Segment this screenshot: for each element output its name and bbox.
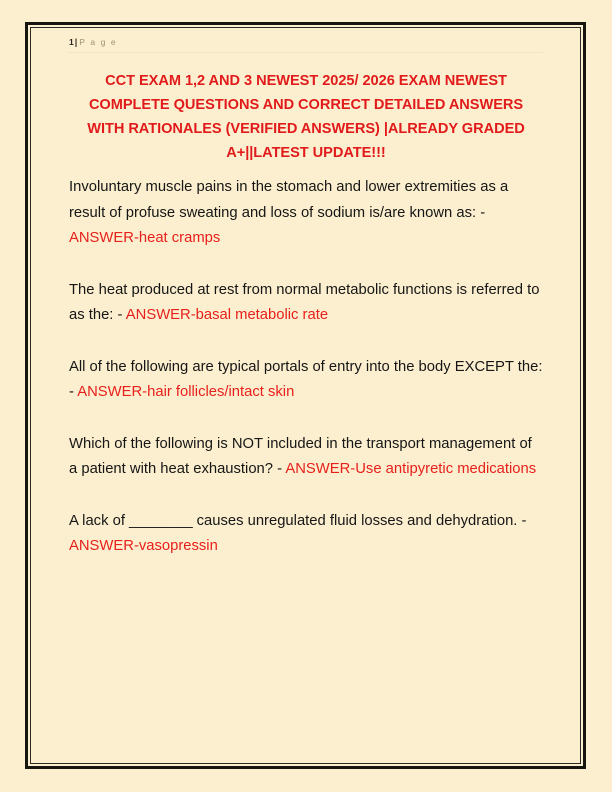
answer-text-3: ANSWER-hair follicles/intact skin xyxy=(77,384,295,400)
question-text-5-suffix: causes unregulated fluid losses and dehydration. - xyxy=(192,512,527,529)
header-page-number: 1 xyxy=(69,37,74,47)
question-blank-5: ________ xyxy=(129,512,193,529)
qa-item-2 xyxy=(69,278,543,329)
qa-item-5 xyxy=(69,509,543,560)
answer-text-5: ANSWER-vasopressin xyxy=(69,538,218,554)
answer-text-4: ANSWER-Use antipyretic medications xyxy=(285,461,537,477)
question-text-2: The heat produced at rest from normal metabolic functions is referred to as the: - xyxy=(69,281,540,323)
answer-text-1: ANSWER-heat cramps xyxy=(69,230,221,246)
page-running-header xyxy=(69,36,543,53)
question-text-5-prefix: A lack of xyxy=(69,512,130,529)
header-page-word: P a g e xyxy=(79,37,118,47)
question-text-3: All of the following are typical portals of entry into the body EXCEPT the: - xyxy=(69,358,543,400)
header-separator: | xyxy=(74,37,78,47)
header-divider xyxy=(69,52,543,53)
question-text-4: Which of the following is NOT included in the transport management of a patient with heat exhaustion? - xyxy=(69,435,532,477)
document-body xyxy=(69,69,543,560)
header-page-label xyxy=(69,36,543,48)
answer-text-2: ANSWER-basal metabolic rate xyxy=(125,307,329,323)
qa-item-4 xyxy=(69,432,543,483)
page-sheet xyxy=(31,28,580,763)
qa-item-3 xyxy=(69,355,543,406)
question-text-1: Involuntary muscle pains in the stomach and lower extremities as a result of profuse sweating and loss of sodium is/are known as: - xyxy=(69,179,509,221)
qa-item-1 xyxy=(69,175,543,252)
document-title: CCT EXAM 1,2 AND 3 NEWEST 2025/ 2026 EXAM NEWEST COMPLETE QUESTIONS AND CORRECT DETAILED ANSWERS WITH RATIONALES (VERIFIED ANSWERS) |ALREADY GRADED A+||LATEST UPDATE!!! xyxy=(87,73,525,161)
